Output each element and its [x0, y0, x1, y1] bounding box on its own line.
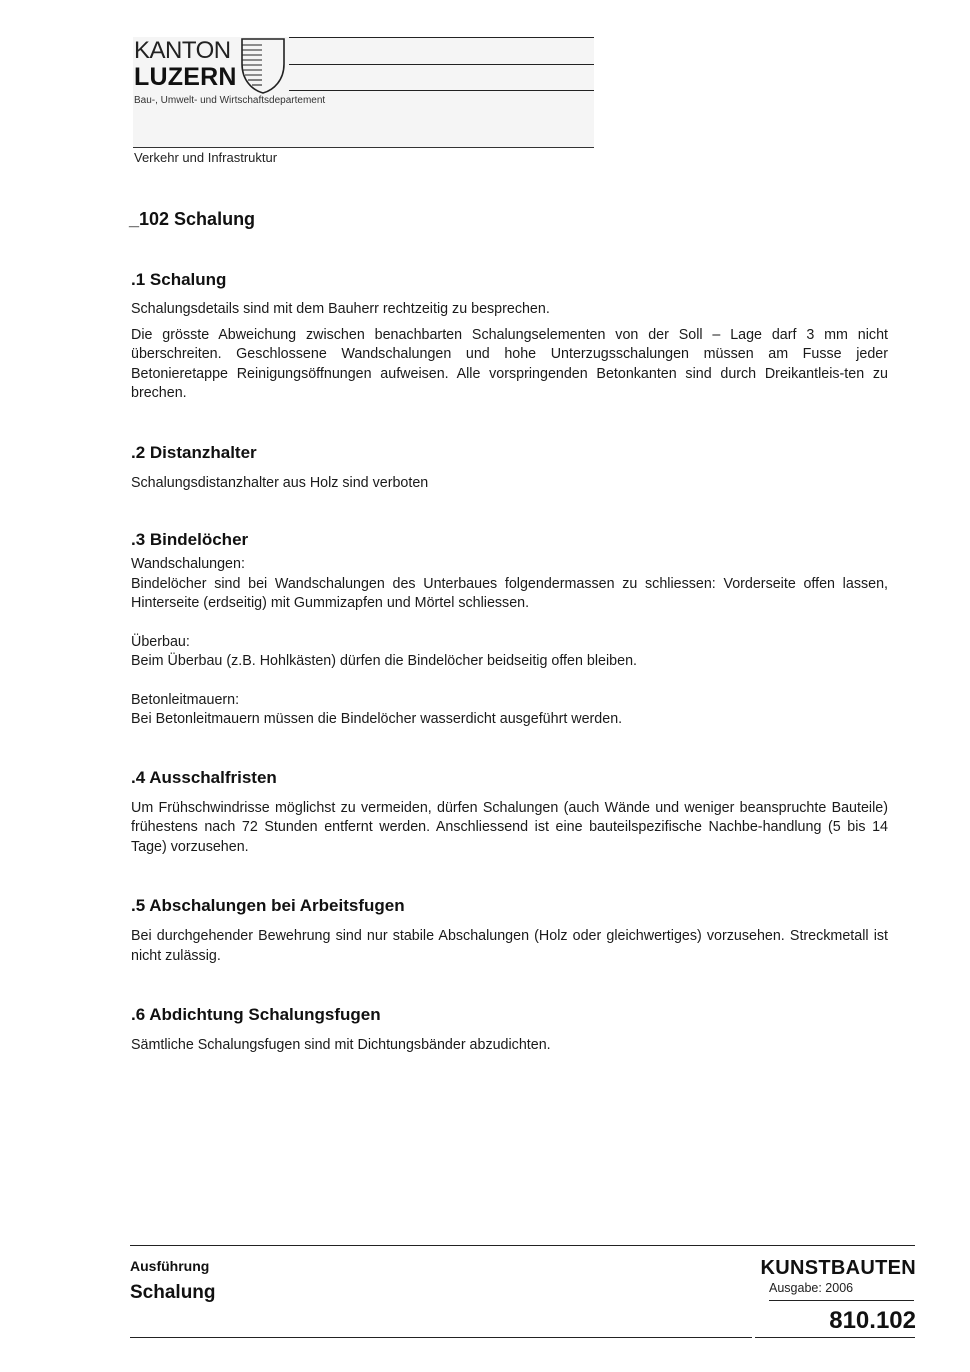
footer-bottom-rule-left: [130, 1337, 752, 1338]
section-paragraph: Sämtliche Schalungsfugen sind mit Dichtungsbänder abzudichten.: [131, 1037, 551, 1053]
section-heading: .3 Bindelöcher: [131, 530, 249, 549]
section-abschalungen: [131, 896, 888, 966]
footer-series: KUNSTBAUTEN: [760, 1257, 916, 1279]
logo-rule-1: [289, 37, 594, 38]
footer-top-rule: [130, 1245, 915, 1246]
block-text: Beim Überbau (z.B. Hohlkästen) dürfen die Bindelöcher beidseitig offen bleiben.: [131, 653, 637, 669]
section-paragraph: Schalungsdistanzhalter aus Holz sind verboten: [131, 474, 429, 491]
document-title: _102 Schalung: [129, 209, 256, 229]
footer-doc-number: 810.102: [829, 1307, 916, 1334]
division-name: Verkehr und Infrastruktur: [134, 150, 278, 165]
section-heading: .4 Ausschalfristen: [131, 767, 277, 787]
section-heading: .6 Abdichtung Schalungsfugen: [131, 1005, 381, 1024]
logo-rule-3: [289, 90, 594, 91]
footer-edition: Ausgabe: 2006: [769, 1281, 854, 1295]
footer-category: Ausführung: [130, 1258, 210, 1274]
section-abdichtung: [131, 1005, 888, 1056]
logo-kanton: KANTON: [134, 37, 231, 64]
footer-right-rule: [769, 1300, 914, 1301]
department-name: Bau-, Umwelt- und Wirtschaftsdepartement: [134, 95, 326, 106]
section-paragraph: Bei durchgehender Bewehrung sind nur stabile Abschalungen (Holz oder gleichwertiges) vorzusehen. Streckmetall ist nicht zulässig.: [131, 928, 888, 964]
logo-luzern: LUZERN: [134, 63, 237, 91]
footer-subject: Schalung: [130, 1282, 216, 1303]
section-paragraph: Um Frühschwindrisse möglichst zu vermeiden, dürfen Schalungen (auch Wände und weniger beanspruchte Bauteile) frühestens nach 72 Stunden entfernt werden. Anschliessend ist eine bauteilspezifische Nachbe-handlung (5 bis 14 Tage) vorzusehen.: [131, 799, 888, 855]
coat-of-arms-icon: [240, 38, 286, 94]
block-label: Überbau:: [131, 633, 190, 650]
section-schalung: [131, 270, 888, 404]
block-label: Wandschalungen:: [131, 556, 245, 572]
footer-bottom-rule-right: [755, 1337, 915, 1338]
section-heading: .5 Abschalungen bei Arbeitsfugen: [131, 896, 405, 915]
section-heading: .1 Schalung: [131, 270, 227, 289]
header-divider: [133, 147, 594, 148]
block-text: Bindelöcher sind bei Wandschalungen des Unterbaues folgendermassen zu schliessen: Vorderseite offen lassen, Hinterseite (erdseitig) mit Gummizapfen und Mörtel schliessen.: [131, 575, 888, 611]
document-body: [131, 200, 888, 1056]
section-distanzhalter: [131, 443, 888, 494]
section-heading: .2 Distanzhalter: [131, 442, 257, 462]
logo-rule-2: [289, 64, 594, 65]
block-label: Betonleitmauern:: [131, 691, 240, 708]
section-paragraph: Schalungsdetails sind mit dem Bauherr rechtzeitig zu besprechen.: [131, 301, 550, 317]
section-paragraph: Die grösste Abweichung zwischen benachbarten Schalungselementen von der Soll – Lage darf 3 mm nicht überschreiten. Geschlossene Wandschalungen und hohe Unterzugsschalungen müssen am Fusse jeder Betonieretappe Reinigungsöffnungen aufweisen. Alle vorspringenden Betonkanten sind durch Dreikantleis-ten zu brechen.: [131, 326, 888, 401]
section-bindeloecher: [131, 530, 888, 730]
block-text: Bei Betonleitmauern müssen die Bindelöcher wasserdicht ausgeführt werden.: [131, 711, 623, 727]
section-ausschalfristen: [131, 768, 888, 858]
